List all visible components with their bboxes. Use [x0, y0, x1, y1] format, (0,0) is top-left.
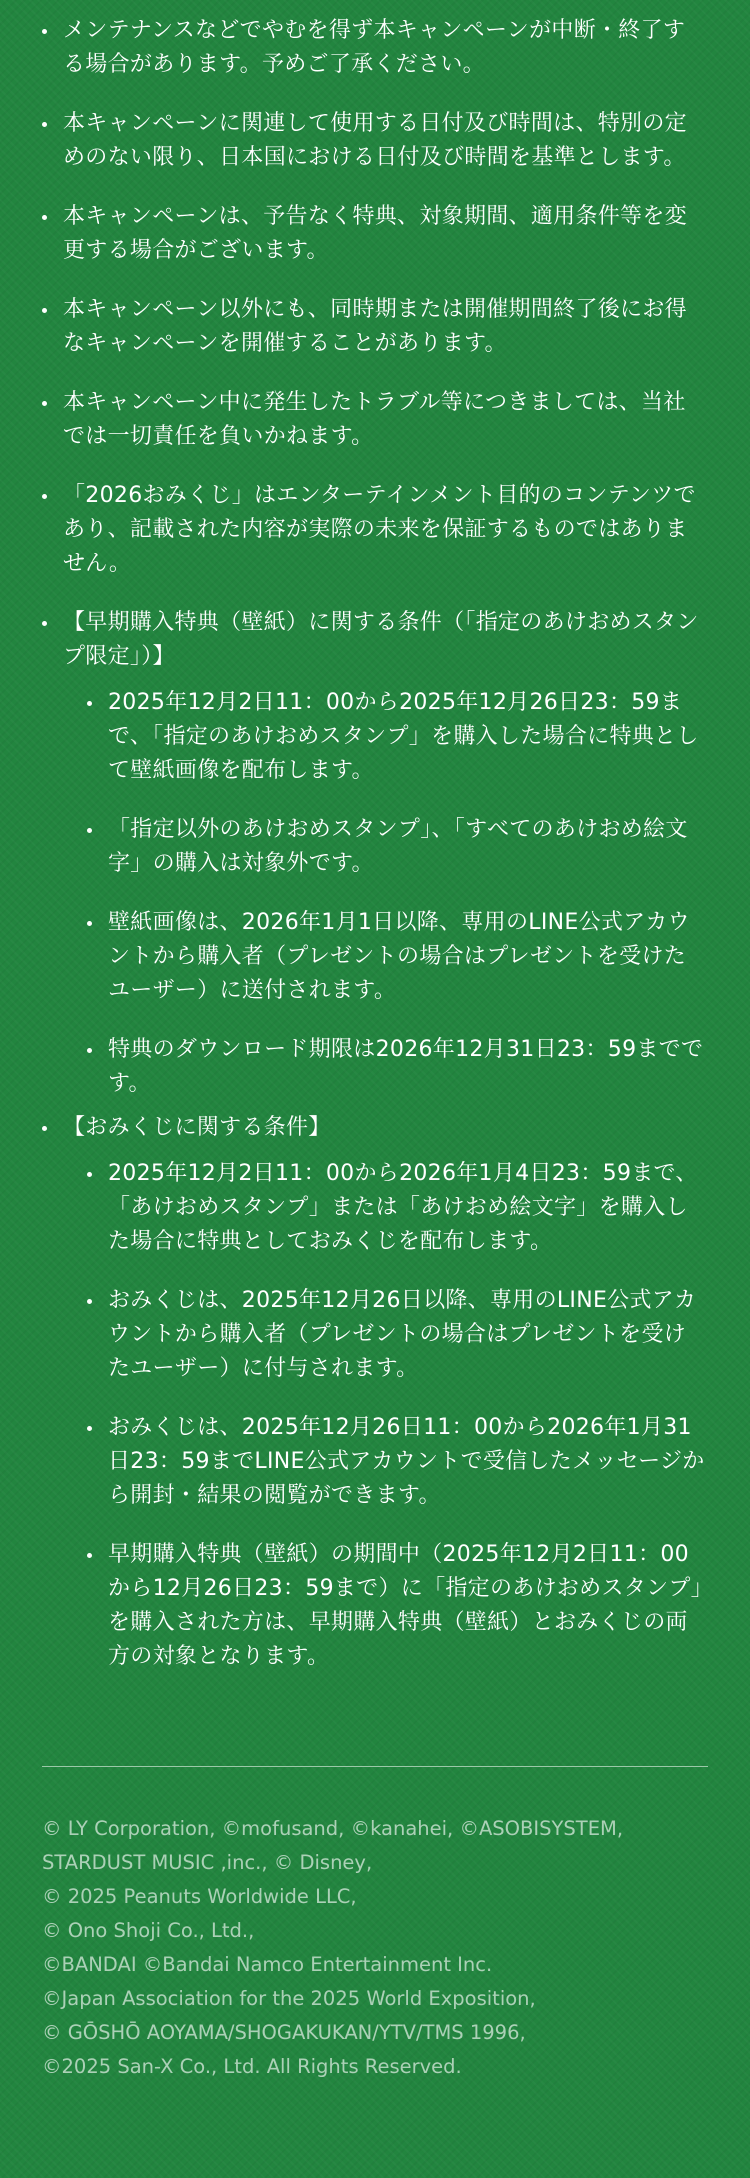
omikuji-conditions-heading: 【おみくじに関する条件】 [63, 1115, 331, 1140]
copyright-line: © LY Corporation, ©mofusand, ©kanahei, ©ASOBISYSTEM, [42, 1817, 624, 1840]
omikuji-condition-item: おみくじは、2025年12月26日以降、専用のLINE公式アカウントから購入者（プレゼントの場合はプレゼントを受けたユーザー）に付与されます。 [85, 1284, 706, 1386]
copyright-line: © 2025 Peanuts Worldwide LLC, [42, 1885, 357, 1908]
wallpaper-condition-item: 壁紙画像は、2026年1月1日以降、専用のLINE公式アカウントから購入者（プレゼントの場合はプレゼントを受けたユーザー）に送付されます。 [85, 906, 706, 1008]
copyright-line: © Ono Shoji Co., Ltd., [42, 1919, 255, 1942]
wallpaper-condition-item: 2025年12月2日11：00から2025年12月26日23：59まで、「指定のあけおめスタンプ」を購入した場合に特典として壁紙画像を配布します。 [85, 686, 706, 788]
terms-item: 本キャンペーン以外にも、同時期または開催期間終了後にお得なキャンペーンを開催することがあります。 [40, 293, 706, 361]
omikuji-conditions-list [63, 1157, 706, 1674]
omikuji-condition-item: おみくじは、2025年12月26日11：00から2026年1月31日23：59までLINE公式アカウントで受信したメッセージから開封・結果の閲覧ができます。 [85, 1411, 706, 1513]
copyright-line: ©BANDAI ©Bandai Namco Entertainment Inc. [42, 1953, 493, 1976]
footer-divider [42, 1766, 708, 1767]
wallpaper-conditions-list [63, 686, 706, 1101]
terms-item: 本キャンペーン中に発生したトラブル等につきましては、当社では一切責任を負いかねます。 [40, 386, 706, 454]
wallpaper-conditions-heading: 【早期購入特典（壁紙）に関する条件（「指定のあけおめスタンプ限定」）】 [63, 610, 699, 669]
wallpaper-condition-item: 「指定以外のあけおめスタンプ」、「すべてのあけおめ絵文字」の購入は対象外です。 [85, 813, 706, 881]
copyright-line: © GŌSHŌ AOYAMA/SHOGAKUKAN/YTV/TMS 1996, [42, 2021, 526, 2044]
terms-item: 「2026おみくじ」はエンターテインメント目的のコンテンツであり、記載された内容が実際の未来を保証するものではありません。 [40, 479, 706, 581]
copyright-line: ©2025 San-X Co., Ltd. All Rights Reserved. [42, 2055, 462, 2078]
copyright-footer [42, 1812, 722, 2084]
terms-item: メンテナンスなどでやむを得ず本キャンペーンが中断・終了する場合があります。予めご了承ください。 [40, 14, 706, 82]
copyright-line: STARDUST MUSIC ,inc., © Disney, [42, 1851, 373, 1874]
copyright-line: ©Japan Association for the 2025 World Exposition, [42, 1987, 536, 2010]
omikuji-condition-item: 早期購入特典（壁紙）の期間中（2025年12月2日11：00から12月26日23：59まで）に「指定のあけおめスタンプ」を購入された方は、早期購入特典（壁紙）とおみくじの両方の対象となります。 [85, 1538, 706, 1674]
omikuji-conditions-section [40, 1111, 706, 1674]
wallpaper-conditions-section [40, 606, 706, 1101]
wallpaper-condition-item: 特典のダウンロード期限は2026年12月31日23：59までです。 [85, 1033, 706, 1101]
terms-item: 本キャンペーンは、予告なく特典、対象期間、適用条件等を変更する場合がございます。 [40, 200, 706, 268]
omikuji-condition-item: 2025年12月2日11：00から2026年1月4日23：59まで、「あけおめスタンプ」または「あけおめ絵文字」を購入した場合に特典としておみくじを配布します。 [85, 1157, 706, 1259]
terms-item: 本キャンペーンに関連して使用する日付及び時間は、特別の定めのない限り、日本国における日付及び時間を基準とします。 [40, 107, 706, 175]
